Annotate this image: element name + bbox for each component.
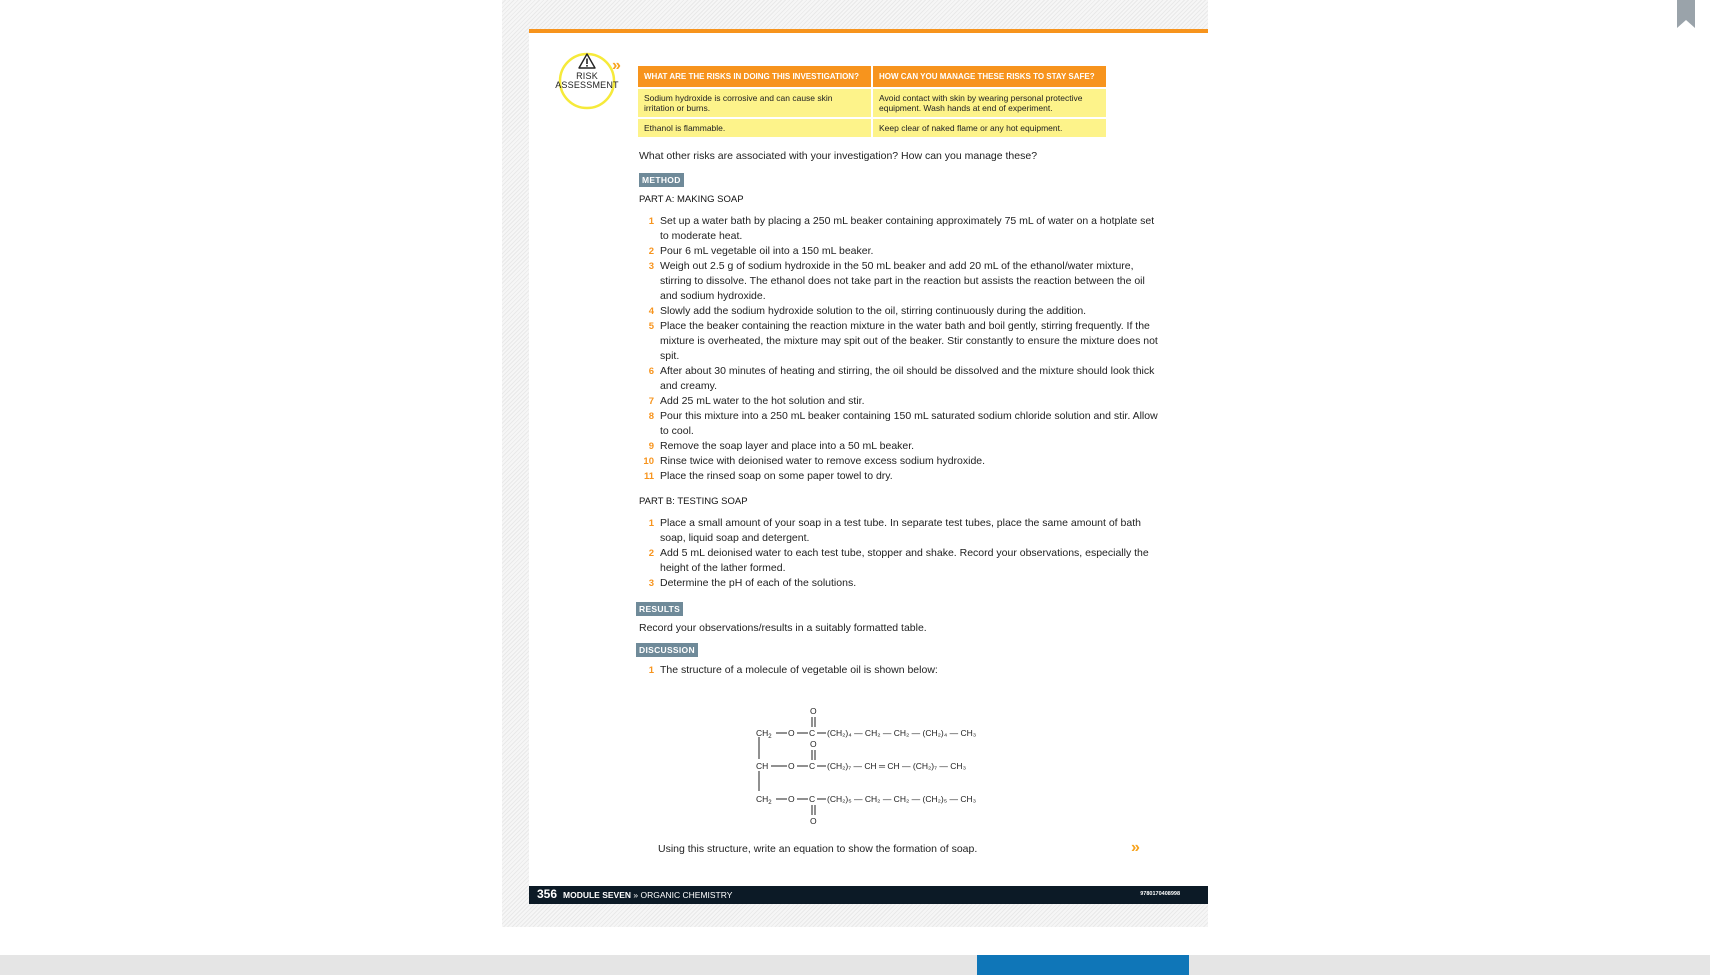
step-text: Pour this mixture into a 250 mL beaker containing 150 mL saturated sodium chloride solution and stir. Allow to cool. (660, 410, 1158, 437)
discussion-tag: DISCUSSION (636, 643, 698, 657)
list-item (639, 546, 1159, 576)
oxygen-label: O (788, 794, 795, 804)
carbon-label: C (809, 728, 816, 738)
risk-question: What other risks are associated with your investigation? How can you manage these? (639, 150, 1038, 162)
part-a-title: PART A: MAKING SOAP (639, 194, 744, 205)
risk-badge-label (554, 72, 620, 90)
step-text: Place the beaker containing the reaction mixture in the water bath and boil gently, stirring frequently. If the mixture is overheated, the mixture may spit out of the beaker. Stir constantly to ensure the mixture does not spit. (660, 320, 1158, 362)
manage-cell: Keep clear of naked flame or any hot equipment. (872, 118, 1107, 137)
continue-chevron-icon: » (1131, 839, 1140, 856)
risk-table-row (638, 88, 1107, 118)
carbon-label: C (809, 761, 816, 771)
risk-table (638, 66, 1108, 137)
step-number: 1 (648, 518, 654, 529)
oxygen-label: O (788, 761, 795, 771)
triglyceride-diagram (756, 699, 1006, 839)
step-number: 8 (648, 411, 654, 422)
list-item (639, 214, 1159, 244)
list-item (639, 394, 1159, 409)
step-number: 2 (648, 246, 654, 257)
step-number: 3 (648, 261, 654, 272)
fatty-acid-chain-2: (CH₂)₇ — CH ═ CH — (CH₂)₇ — CH₃ (827, 761, 967, 771)
step-text: Place the rinsed soap on some paper towel to dry. (660, 470, 893, 482)
scrollbar-thumb[interactable] (977, 955, 1189, 975)
chevron-icon: » (612, 57, 621, 74)
module-topic: ORGANIC CHEMISTRY (640, 890, 733, 900)
oxygen-label: O (788, 728, 795, 738)
step-text: Weigh out 2.5 g of sodium hydroxide in the 50 mL beaker and add 20 mL of the ethanol/water mixture, stirring to dissolve. The ethanol does not take part in the reaction but assists the reaction between the oil and sodium hydroxide. (660, 260, 1145, 302)
follow-up-question: Using this structure, write an equation to show the formation of soap. (658, 843, 978, 855)
part-b-steps (639, 516, 1159, 591)
oxygen-label: O (810, 816, 817, 826)
step-number: 11 (643, 471, 654, 482)
risk-assessment-badge (556, 50, 618, 112)
step-text: Slowly add the sodium hydroxide solution to the oil, stirring continuously during the addition. (660, 305, 1087, 317)
ch-label: CH (756, 761, 769, 771)
risk-table-header (638, 66, 1107, 88)
question-text: The structure of a molecule of vegetable oil is shown below: (660, 664, 938, 676)
bookmark-icon[interactable] (1677, 0, 1695, 28)
step-number: 2 (648, 548, 654, 559)
isbn: 9780170408998 (1140, 891, 1180, 897)
step-number: 10 (643, 456, 654, 467)
list-item (639, 364, 1159, 394)
step-text: Add 5 mL deionised water to each test tube, stopper and shake. Record your observations, especially the height of the lather formed. (660, 547, 1149, 574)
horizontal-scrollbar-track[interactable] (0, 955, 1710, 975)
manage-col-header: HOW CAN YOU MANAGE THESE RISKS TO STAY SAFE? (872, 66, 1107, 88)
list-item (639, 439, 1159, 454)
list-item (639, 409, 1159, 439)
part-a-steps (639, 214, 1159, 484)
list-item (639, 516, 1159, 546)
list-item (639, 469, 1159, 484)
step-number: 4 (648, 306, 654, 317)
question-number: 1 (648, 665, 654, 676)
discussion-questions (639, 663, 1159, 678)
step-number: 3 (648, 578, 654, 589)
fatty-acid-chain-1: (CH₂)₄ — CH₂ — CH₂ — (CH₂)₄ — CH₃ (827, 728, 977, 738)
step-text: Pour 6 mL vegetable oil into a 150 mL beaker. (660, 245, 874, 257)
module-name: MODULE SEVEN (563, 890, 632, 900)
step-text: Rinse twice with deionised water to remove excess sodium hydroxide. (660, 455, 986, 467)
risk-table-row (638, 118, 1107, 137)
risk-cell: Ethanol is flammable. (638, 118, 872, 137)
risk-col-header: WHAT ARE THE RISKS IN DOING THIS INVESTIGATION? (638, 66, 872, 88)
step-text: After about 30 minutes of heating and stirring, the oil should be dissolved and the mixture should look thick and creamy. (660, 365, 1155, 392)
step-text: Set up a water bath by placing a 250 mL beaker containing approximately 75 mL of water on a hotplate set to moderate heat. (660, 215, 1155, 242)
risk-label-line-2: ASSESSMENT (555, 80, 619, 90)
module-title (563, 890, 732, 900)
list-item (639, 663, 1159, 678)
step-text: Remove the soap layer and place into a 50 mL beaker. (660, 440, 915, 452)
page-footer (529, 886, 1208, 904)
oxygen-label: O (810, 706, 817, 716)
method-tag: METHOD (639, 173, 684, 187)
step-number: 5 (648, 321, 654, 332)
page-content (529, 33, 1208, 886)
results-text: Record your observations/results in a suitably formatted table. (639, 622, 927, 634)
vegetable-oil-structure (756, 699, 1006, 844)
step-text: Add 25 mL water to the hot solution and stir. (660, 395, 865, 407)
ch2-label: $CH_2$ (756, 728, 772, 740)
step-text: Determine the pH of each of the solutions. (660, 577, 857, 589)
list-item (639, 576, 1159, 591)
risk-label-line-1: RISK (576, 71, 598, 81)
results-tag: RESULTS (636, 602, 683, 616)
page-number: 356 (537, 887, 558, 901)
step-number: 1 (648, 216, 654, 227)
document-page (502, 0, 1208, 927)
step-number: 7 (648, 396, 654, 407)
step-number: 9 (648, 441, 654, 452)
list-item (639, 259, 1159, 304)
ch2-label: $CH_2$ (756, 794, 772, 806)
step-number: 6 (648, 366, 654, 377)
list-item (639, 304, 1159, 319)
manage-cell: Avoid contact with skin by wearing personal protective equipment. Wash hands at end of experiment. (872, 88, 1107, 118)
list-item (639, 454, 1159, 469)
step-text: Place a small amount of your soap in a test tube. In separate test tubes, place the same amount of bath soap, liquid soap and detergent. (660, 517, 1141, 544)
part-b-title: PART B: TESTING SOAP (639, 496, 748, 507)
fatty-acid-chain-3: (CH₂)₅ — CH₂ — CH₂ — (CH₂)₅ — CH₃ (827, 794, 977, 804)
list-item (639, 244, 1159, 259)
carbon-label: C (809, 794, 816, 804)
list-item (639, 319, 1159, 364)
oxygen-label: O (810, 739, 817, 749)
risk-cell: Sodium hydroxide is corrosive and can cause skin irritation or burns. (638, 88, 872, 118)
module-separator: » (631, 890, 641, 900)
